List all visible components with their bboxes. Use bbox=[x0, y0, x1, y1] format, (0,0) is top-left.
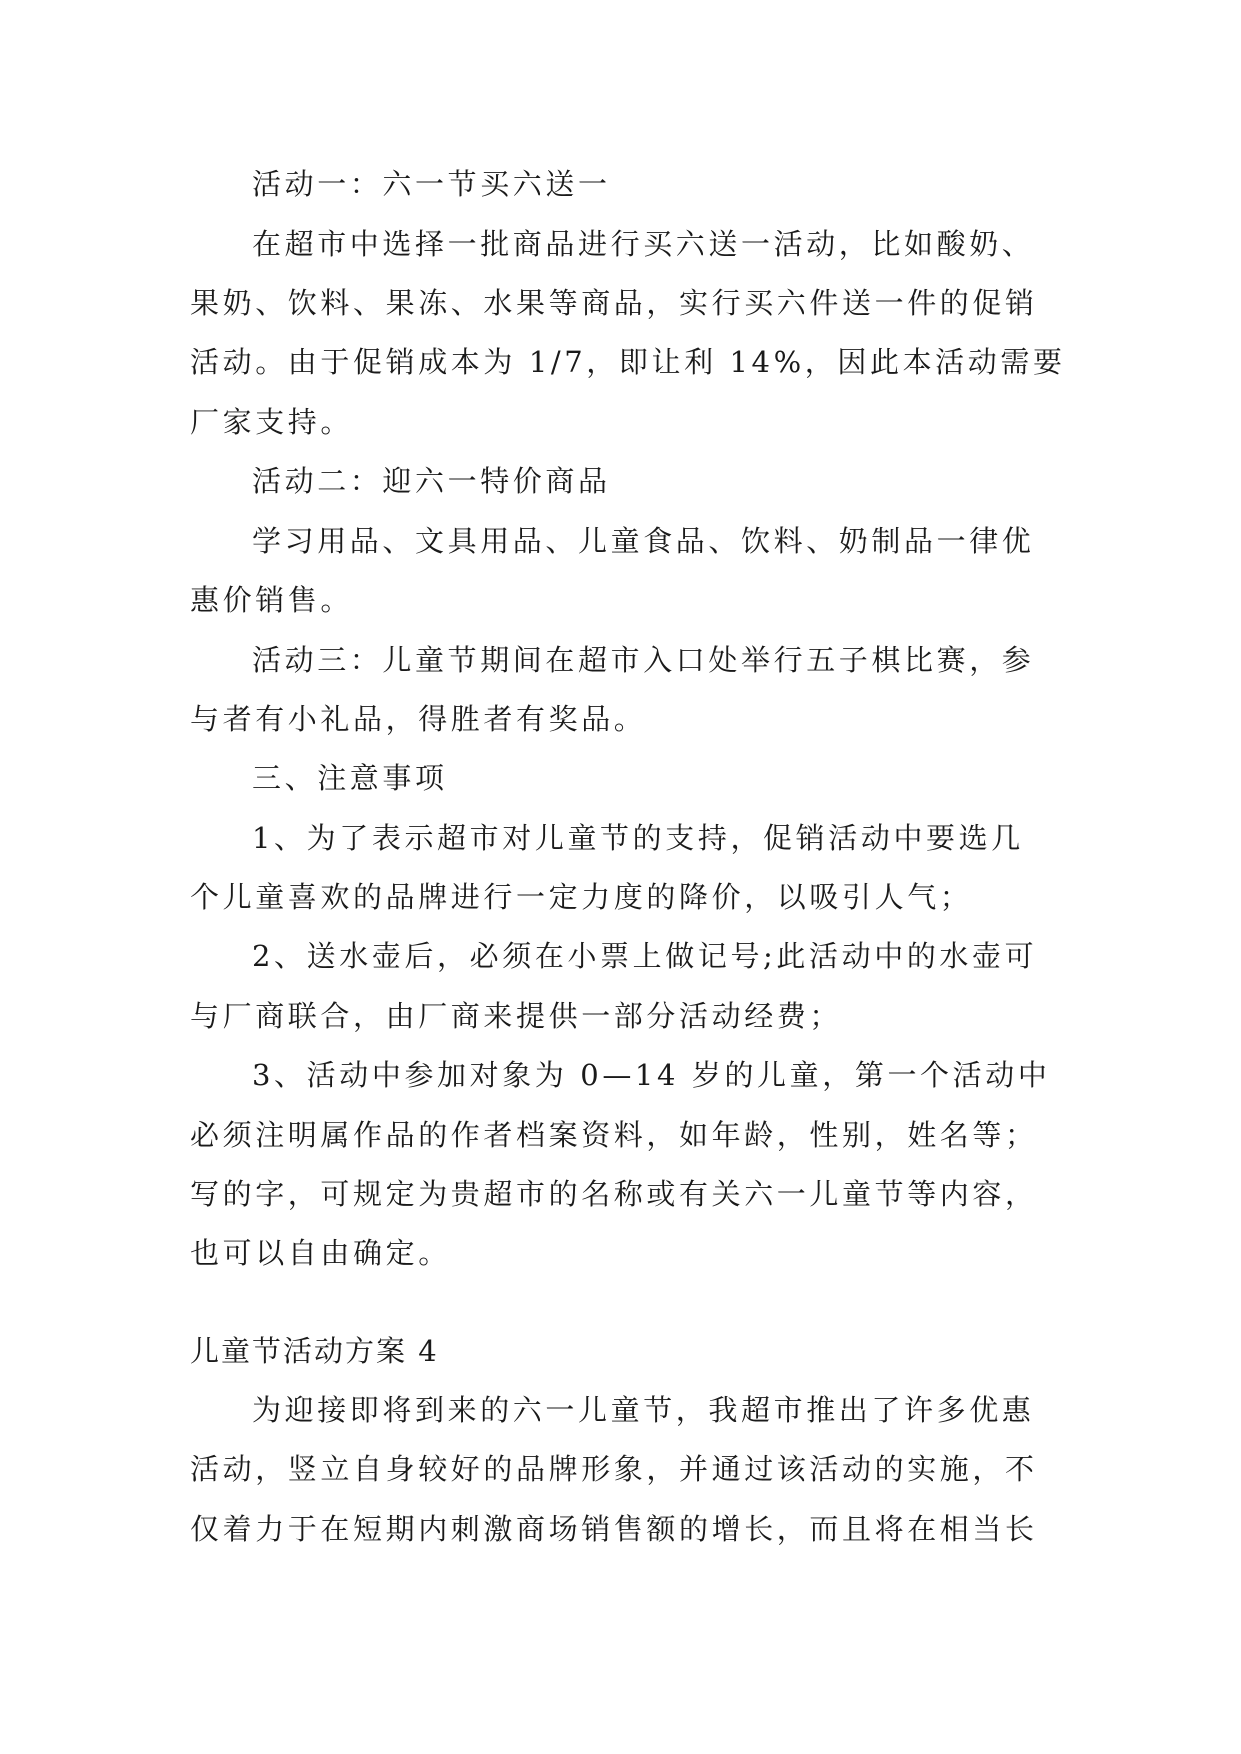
paragraph-line: 活动。由于促销成本为 1/7，即让利 14%，因此本活动需要 bbox=[190, 345, 1066, 379]
note-item-3: 3、活动中参加对象为 0—14 岁的儿童，第一个活动中 bbox=[252, 1058, 1051, 1092]
note-item-1: 1、为了表示超市对儿童节的支持，促销活动中要选几 bbox=[252, 821, 1024, 855]
paragraph-line: 仅着力于在短期内刺激商场销售额的增长，而且将在相当长 bbox=[190, 1512, 1038, 1546]
paragraph-line: 厂家支持。 bbox=[190, 405, 354, 439]
paragraph-line: 也可以自由确定。 bbox=[190, 1236, 451, 1270]
paragraph-line: 活动，竖立自身较好的品牌形象，并通过该活动的实施，不 bbox=[190, 1452, 1038, 1486]
paragraph-line: 与者有小礼品，得胜者有奖品。 bbox=[190, 702, 647, 736]
note-item-2: 2、送水壶后，必须在小票上做记号;此活动中的水壶可 bbox=[252, 939, 1038, 973]
paragraph-line: 与厂商联合，由厂商来提供一部分活动经费； bbox=[190, 999, 843, 1033]
paragraph-line: 果奶、饮料、果冻、水果等商品，实行买六件送一件的促销 bbox=[190, 286, 1038, 320]
notes-heading: 三、注意事项 bbox=[252, 761, 448, 795]
activity-two-heading: 活动二：迎六一特价商品 bbox=[252, 464, 611, 498]
paragraph-line: 学习用品、文具用品、儿童食品、饮料、奶制品一律优 bbox=[252, 524, 1035, 558]
paragraph-line: 必须注明属作品的作者档案资料，如年龄，性别，姓名等； bbox=[190, 1118, 1038, 1152]
paragraph-line: 在超市中选择一批商品进行买六送一活动，比如酸奶、 bbox=[252, 227, 1035, 261]
activity-three-line: 活动三：儿童节期间在超市入口处举行五子棋比赛，参 bbox=[252, 643, 1035, 677]
activity-one-heading: 活动一：六一节买六送一 bbox=[252, 167, 611, 201]
paragraph-line: 写的字，可规定为贵超市的名称或有关六一儿童节等内容， bbox=[190, 1177, 1038, 1211]
paragraph-line: 个儿童喜欢的品牌进行一定力度的降价，以吸引人气； bbox=[190, 880, 973, 914]
section-title: 儿童节活动方案 4 bbox=[190, 1334, 439, 1368]
paragraph-line: 惠价销售。 bbox=[190, 583, 354, 617]
paragraph-line: 为迎接即将到来的六一儿童节，我超市推出了许多优惠 bbox=[252, 1393, 1035, 1427]
